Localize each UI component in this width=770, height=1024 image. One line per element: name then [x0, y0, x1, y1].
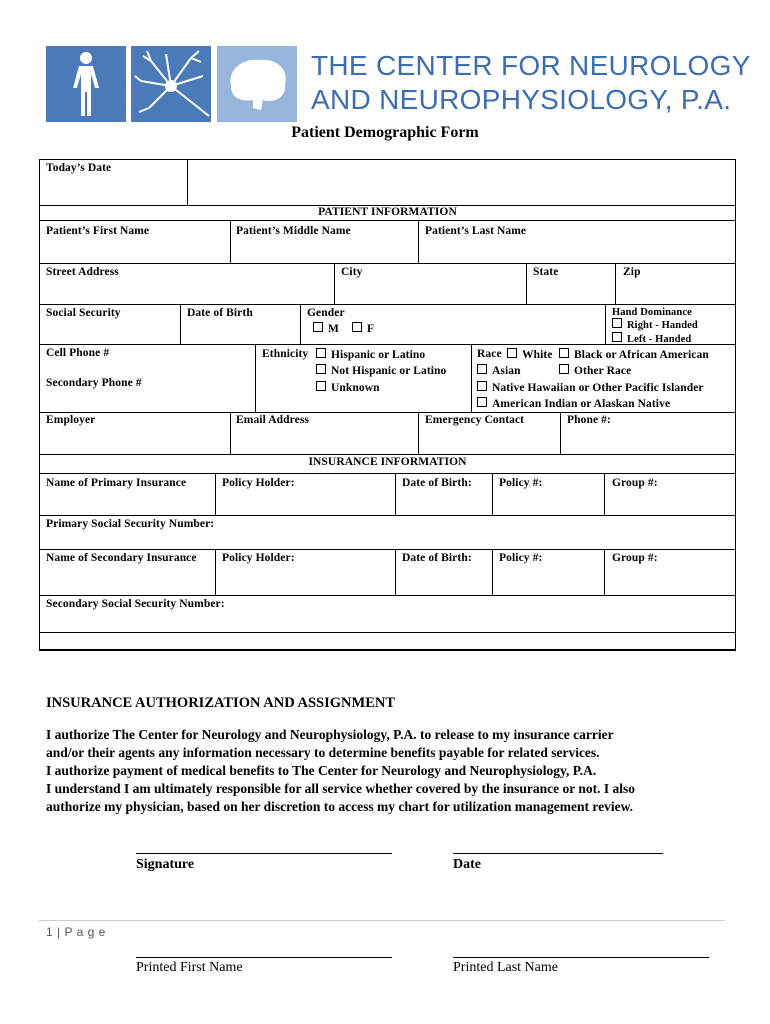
form-title: Patient Demographic Form [291, 124, 479, 141]
row-divider [39, 304, 736, 305]
race-native-option[interactable] [477, 397, 670, 410]
first-name-label: Patient’s First Name [46, 225, 150, 237]
checkbox-icon[interactable] [559, 364, 569, 374]
dob-label: Date of Birth [187, 307, 253, 319]
col-divider [560, 412, 561, 454]
col-divider [526, 263, 527, 304]
authorization-line: I authorize The Center for Neurology and Neurophysiology, P.A. to release to my insurance carrier [46, 727, 614, 742]
col-divider [300, 304, 301, 344]
col-divider [615, 263, 616, 304]
secondary-ssn-label: Secondary Social Security Number: [46, 598, 225, 610]
race-other-label: Other Race [574, 365, 632, 377]
race-black-option[interactable] [559, 348, 709, 361]
checkbox-icon[interactable] [313, 322, 323, 332]
emergency-phone-label: Phone #: [567, 414, 611, 426]
ethnicity-label: Ethnicity [262, 348, 309, 360]
email-label: Email Address [236, 414, 309, 426]
primary-group-number-label: Group #: [612, 477, 658, 489]
race-white-option[interactable] [507, 348, 553, 361]
ethnicity-unknown-option[interactable] [316, 381, 380, 394]
col-divider [180, 304, 181, 344]
checkbox-icon[interactable] [559, 348, 569, 358]
last-name-label: Patient’s Last Name [425, 225, 527, 237]
middle-name-label: Patient’s Middle Name [236, 225, 351, 237]
city-label: City [341, 266, 363, 278]
state-label: State [533, 266, 559, 278]
logo-brain-tile [217, 46, 297, 122]
left-handed-option[interactable] [612, 332, 691, 345]
primary-insurance-label: Name of Primary Insurance [46, 477, 187, 489]
gender-label: Gender [307, 307, 345, 319]
todays-date-label: Today’s Date [46, 162, 112, 174]
human-figure-icon [46, 46, 126, 122]
secondary-policy-number-label: Policy #: [499, 552, 543, 564]
race-asian-label: Asian [492, 365, 521, 377]
primary-policy-number-label: Policy #: [499, 477, 543, 489]
org-name-line-2: AND NEUROPHYSIOLOGY, P.A. [311, 84, 732, 115]
row-divider [39, 515, 736, 516]
col-divider [395, 549, 396, 595]
ethnicity-unknown-label: Unknown [331, 382, 380, 394]
col-divider [604, 549, 605, 595]
authorization-line: I understand I am ultimately responsible for all service whether covered by the insurance or not. I also [46, 781, 635, 796]
insurance-info-header: INSURANCE INFORMATION [308, 456, 467, 468]
row-divider [39, 454, 736, 455]
street-address-label: Street Address [46, 266, 119, 278]
race-white-label: White [522, 349, 553, 361]
employer-label: Employer [46, 414, 96, 426]
checkbox-icon[interactable] [352, 322, 362, 332]
left-handed-label: Left - Handed [627, 334, 692, 345]
secondary-insurance-label: Name of Secondary Insurance [46, 552, 197, 564]
race-asian-option[interactable] [477, 364, 521, 377]
row-divider [39, 263, 736, 264]
checkbox-icon[interactable] [612, 318, 622, 328]
gender-f-option[interactable] [352, 322, 374, 335]
emergency-contact-label: Emergency Contact [425, 414, 525, 426]
signature-label: Signature [136, 857, 195, 872]
col-divider [471, 344, 472, 412]
row-divider [39, 595, 736, 596]
col-divider [604, 473, 605, 515]
middle-name-field[interactable] [231, 221, 418, 263]
col-divider [215, 549, 216, 595]
authorization-heading: INSURANCE AUTHORIZATION AND ASSIGNMENT [46, 695, 396, 711]
secondary-group-number-label: Group #: [612, 552, 658, 564]
logo-neuron-tile [131, 46, 211, 122]
row-divider [39, 412, 736, 413]
authorization-line: authorize my physician, based on her discretion to access my chart for utilization management review. [46, 799, 633, 814]
primary-ssn-label: Primary Social Security Number: [46, 518, 215, 530]
race-hawaiian-option[interactable] [477, 381, 704, 394]
neuron-icon [131, 46, 211, 122]
race-other-option[interactable] [559, 364, 631, 377]
date-label: Date [453, 857, 481, 872]
primary-dob-label: Date of Birth: [402, 477, 472, 489]
signature-line[interactable] [136, 853, 392, 854]
right-handed-option[interactable] [612, 318, 698, 331]
printed-last-name-label: Printed Last Name [453, 960, 558, 975]
col-divider [215, 473, 216, 515]
row-divider [39, 632, 736, 633]
printed-last-name-line[interactable] [453, 957, 709, 958]
race-hawaiian-label: Native Hawaiian or Other Pacific Islander [492, 382, 704, 394]
checkbox-icon[interactable] [316, 364, 326, 374]
secondary-phone-label: Secondary Phone # [46, 377, 142, 389]
checkbox-icon[interactable] [477, 364, 487, 374]
gender-m-label: M [328, 323, 339, 335]
race-black-label: Black or African American [574, 349, 709, 361]
zip-label: Zip [623, 266, 641, 278]
first-name-field[interactable] [40, 221, 230, 263]
secondary-policy-holder-label: Policy Holder: [222, 552, 295, 564]
gender-f-label: F [367, 323, 375, 335]
ethnicity-not-hispanic-label: Not Hispanic or Latino [331, 365, 447, 377]
ethnicity-not-hispanic-option[interactable] [316, 364, 446, 377]
authorization-text [46, 726, 736, 816]
secondary-dob-label: Date of Birth: [402, 552, 472, 564]
authorization-line: I authorize payment of medical benefits to The Center for Neurology and Neurophysiology, P.A. [46, 763, 597, 778]
primary-policy-holder-label: Policy Holder: [222, 477, 295, 489]
checkbox-icon[interactable] [316, 381, 326, 391]
col-divider [605, 304, 606, 344]
date-line[interactable] [453, 853, 663, 854]
checkbox-icon[interactable] [316, 348, 326, 358]
hand-dominance-label: Hand Dominance [612, 307, 692, 318]
brain-icon [217, 46, 297, 122]
col-divider [255, 344, 256, 412]
checkbox-icon[interactable] [507, 348, 517, 358]
race-label: Race [477, 348, 502, 360]
printed-first-name-line[interactable] [136, 957, 392, 958]
col-divider [395, 473, 396, 515]
gender-m-option[interactable] [313, 322, 339, 335]
patient-info-header: PATIENT INFORMATION [318, 206, 457, 218]
org-name-line-1: THE CENTER FOR NEUROLOGY [311, 50, 751, 81]
col-divider [418, 412, 419, 454]
col-divider [230, 412, 231, 454]
col-divider [492, 549, 493, 595]
ethnicity-hispanic-option[interactable] [316, 348, 425, 361]
printed-first-name-label: Printed First Name [136, 960, 243, 975]
todays-date-field[interactable] [188, 160, 735, 205]
cell-phone-label: Cell Phone # [46, 347, 110, 359]
ssn-label: Social Security [46, 307, 121, 319]
right-handed-label: Right - Handed [627, 320, 698, 331]
page-number: 1 | P a g e [46, 925, 106, 939]
checkbox-icon[interactable] [477, 381, 487, 391]
footer-divider [39, 920, 725, 921]
last-name-field[interactable] [419, 221, 735, 263]
row-divider [39, 549, 736, 550]
authorization-line: and/or their agents any information necessary to determine benefits payable for related services. [46, 745, 600, 760]
col-divider [492, 473, 493, 515]
checkbox-icon[interactable] [612, 332, 622, 342]
checkbox-icon[interactable] [477, 397, 487, 407]
col-divider [334, 263, 335, 304]
race-native-label: American Indian or Alaskan Native [492, 398, 671, 410]
row-divider [39, 473, 736, 474]
ethnicity-hispanic-label: Hispanic or Latino [331, 349, 426, 361]
logo-figure-tile [46, 46, 126, 122]
